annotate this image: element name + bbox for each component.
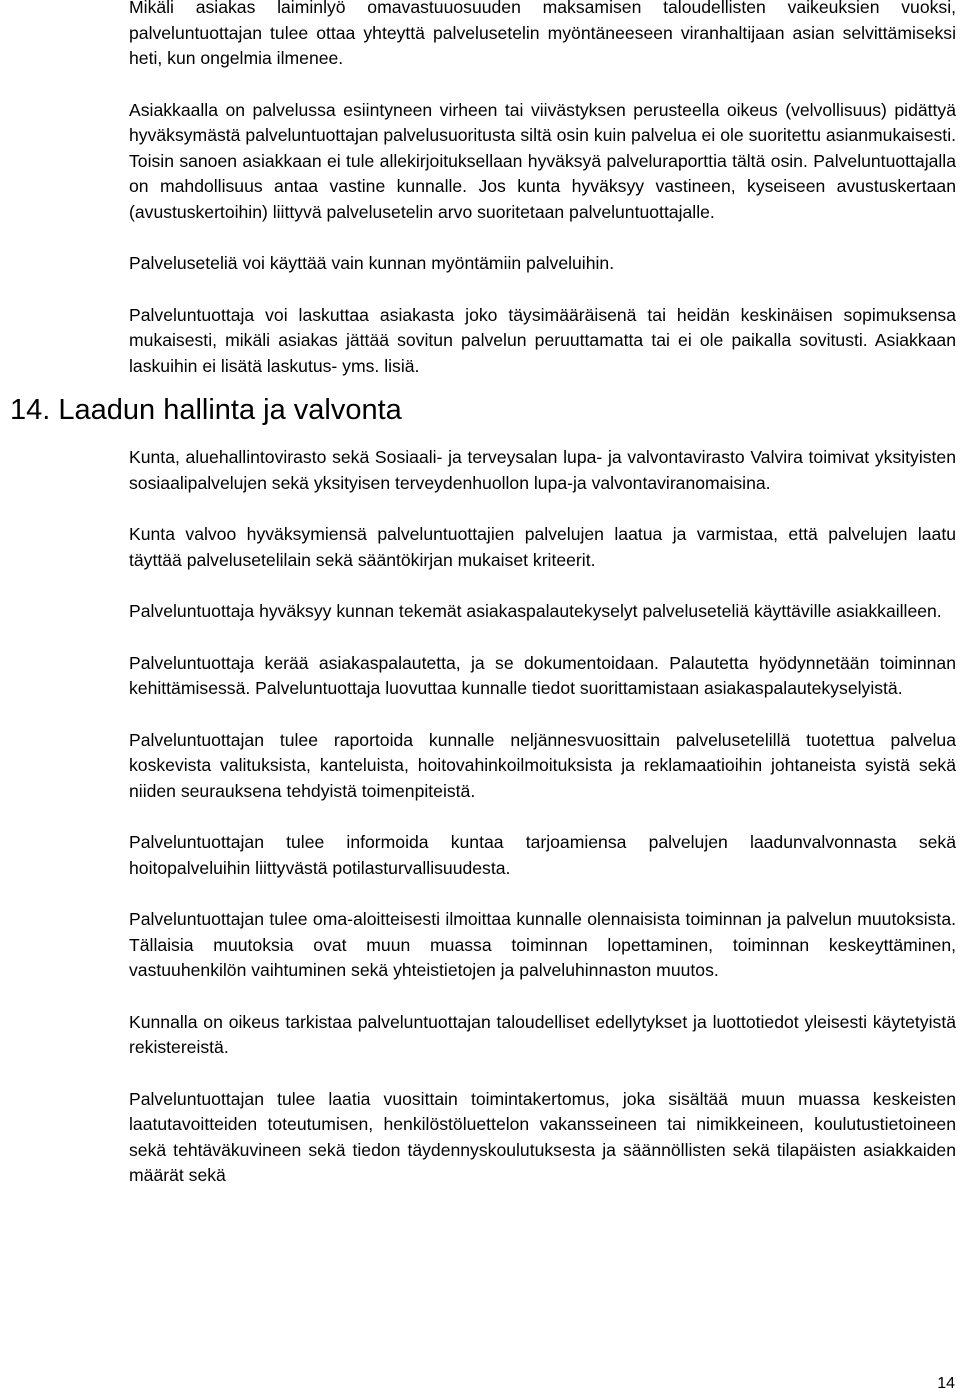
paragraph: Palveluntuottajan tulee oma-aloitteisesti ilmoittaa kunnalle olennaisista toiminnan ja palvelun muutoksista. Tällaisia muutoksia ovat muun muassa toiminnan lopettaminen, toiminnan keskeyttäminen, vastuuhenkilön vaihtuminen sekä yhteistietojen ja palveluhinnaston muutos.: [129, 909, 956, 980]
paragraph: Kunnalla on oikeus tarkistaa palveluntuottajan taloudelliset edellytykset ja luottotiedot yleisesti käytetyistä rekistereistä.: [129, 1011, 956, 1057]
document-page: [10, 0, 956, 1189]
paragraph: Kunta valvoo hyväksymiensä palveluntuottajien palvelujen laatua ja varmistaa, että palvelujen laatu täyttää palvelusetelilain sekä sääntökirjan mukaiset kriteerit.: [129, 524, 956, 570]
page-number: 14: [937, 1375, 955, 1392]
paragraph: Mikäli asiakas laiminlyö omavastuuosuuden maksamisen taloudellisten vaikeuksien vuoksi, palveluntuottajan tulee ottaa yhteyttä palvelusetelin myöntäneeseen viranhaltijaan asian selvittämiseksi heti, kun ongelmia ilmenee.: [129, 0, 956, 68]
section-heading: 14. Laadun hallinta ja valvonta: [10, 394, 402, 426]
paragraph: Kunta, aluehallintovirasto sekä Sosiaali- ja terveysalan lupa- ja valvontavirasto Valvira toimivat yksityisten sosiaalipalvelujen sekä yksityisen terveydenhuollon lupa-ja valvontaviranomaisina.: [129, 447, 956, 493]
paragraph: Palveluntuottajan tulee raportoida kunnalle neljännesvuosittain palvelusetelillä tuotettua palvelua koskevista valituksista, kanteluista, hoitovahinkoilmoituksista ja reklamaatioihin johtaneista syistä sekä niiden seurauksena tehdyistä toimenpiteistä.: [129, 729, 956, 801]
paragraph: Palveluntuottaja kerää asiakaspalautetta, ja se dokumentoidaan. Palautetta hyödynnetään toiminnan kehittämisessä. Palveluntuottaja luovuttaa kunnalle tiedot suorittamistaan asiakaspalautekyselyistä.: [129, 652, 956, 698]
paragraph: Palveluntuottajan tulee informoida kuntaa tarjoamiensa palvelujen laadunvalvonnasta sekä hoitopalveluihin liittyvästä potilasturvallisuudesta.: [129, 832, 956, 878]
paragraph: Palveluntuottaja voi laskuttaa asiakasta joko täysimääräisenä tai heidän keskinäisen sopimuksensa mukaisesti, mikäli asiakas jättää sovitun palvelun peruuttamatta tai ei ole paikalla sovitusti. Asiakkaan laskuihin ei lisätä laskutus- yms. lisiä.: [129, 304, 956, 376]
paragraph: Palveluseteliä voi käyttää vain kunnan myöntämiin palveluihin.: [129, 253, 615, 273]
paragraph: Palveluntuottaja hyväksyy kunnan tekemät asiakaspalautekyselyt palveluseteliä käyttäville asiakkailleen.: [129, 601, 942, 621]
paragraph: Palveluntuottajan tulee laatia vuosittain toimintakertomus, joka sisältää muun muassa keskeisten laatutavoitteiden toteutumisen, henkilöstöluettelon vakansseineen tai nimikkeineen, koulutustietoineen sekä tehtäväkuvineen sekä tiedon täydennyskoulutuksesta ja säännöllisten sekä tilapäisten asiakkaiden määrät sekä: [129, 1088, 956, 1185]
paragraph: Asiakkaalla on palvelussa esiintyneen virheen tai viivästyksen perusteella oikeus (velvollisuus) pidättyä hyväksymästä palveluntuottajan palvelusuoritusta siltä osin kuin palvelua ei ole suoritettu asianmukaisesti. Toisin sanoen asiakkaan ei tule allekirjoituksellaan hyväksyä palveluraporttia tältä osin. Palveluntuottajalla on mahdollisuus antaa vastine kunnalle. Jos kunta hyväksyy vastineen, kyseiseen avustuskertaan (avustuskertoihin) liittyvä palvelusetelin arvo suoritetaan palveluntuottajalle.: [129, 99, 956, 222]
